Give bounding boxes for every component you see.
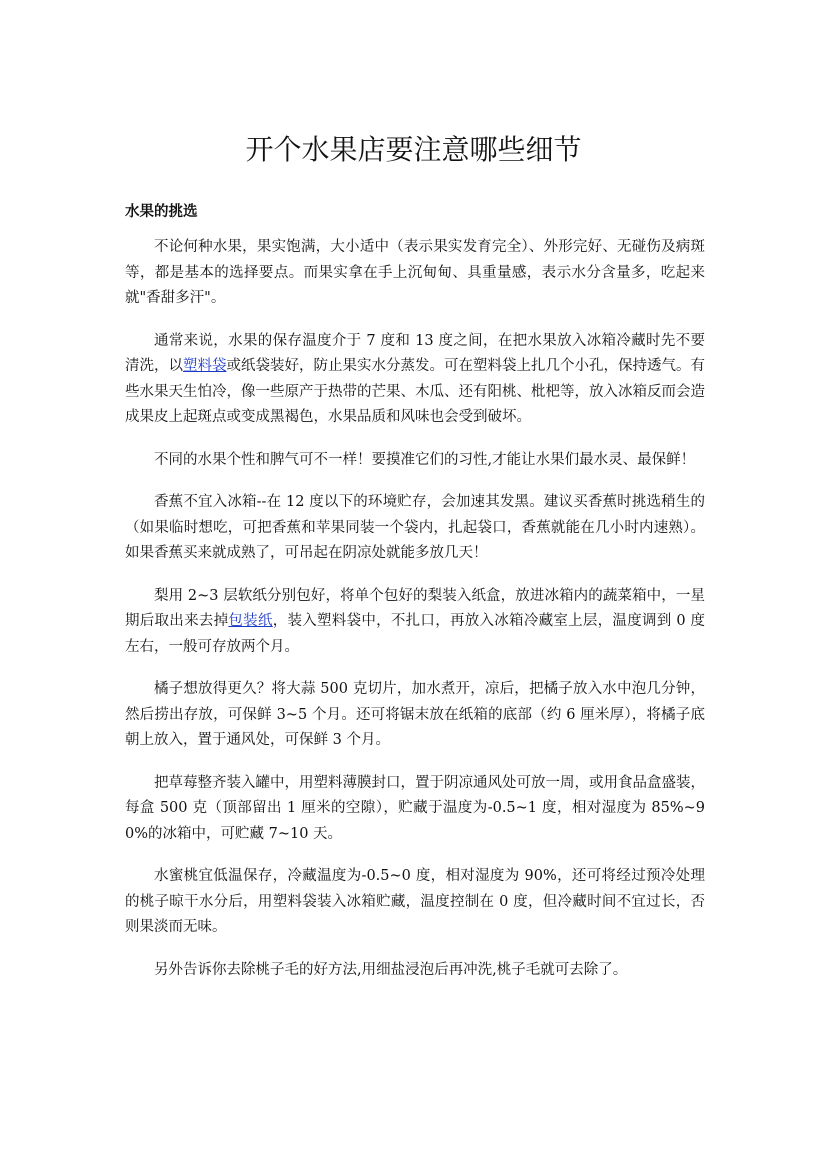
paragraph-text: 香蕉不宜入冰箱--在 12 度以下的环境贮存，会加速其发黑。建议买香蕉时挑选稍生的（如果临时想吃，可把香蕉和苹果同装一个袋内，扎起袋口，香蕉就能在几小时内速熟）。如果香蕉买来就成熟了，可吊起在阴凉处就能多放几天！ — [125, 494, 705, 561]
paragraph-text: 通常来说，水果的保存温度介于 7 度和 13 度之间，在把水果放入冰箱冷藏时先不要清洗，以 — [125, 332, 705, 374]
wrapping-paper-link[interactable]: 包装纸 — [228, 613, 273, 629]
paragraph-4 — [125, 490, 705, 567]
paragraph-5 — [125, 584, 705, 661]
paragraph-text: 橘子想放得更久？将大蒜 500 克切片，加水煮开，凉后，把橘子放入水中泡几分钟，然后捞出存放，可保鲜 3~5 个月。还可将锯末放在纸箱的底部（约 6 厘米厚），将橘子底朝上放入，置于通风处，可保鲜 3 个月。 — [125, 681, 705, 748]
paragraph-text: 把草莓整齐装入罐中，用塑料薄膜封口，置于阴凉通风处可放一周，或用食品盒盛装，每盒 500 克（顶部留出 1 厘米的空隙），贮藏于温度为-0.5~1 度，相对湿度为 85%~90%的冰箱中，可贮藏 7~10 天。 — [125, 774, 705, 842]
section-heading: 水果的挑选 — [125, 203, 198, 220]
plastic-bag-link[interactable]: 塑料袋 — [183, 358, 227, 374]
paragraph-6 — [125, 677, 705, 754]
paragraph-text: 不论何种水果，果实饱满，大小适中（表示果实发育完全）、外形完好、无碰伤及病斑等，都是基本的选择要点。而果实拿在手上沉甸甸、具重量感，表示水分含量多，吃起来就"香甜多汗"。 — [125, 239, 705, 306]
paragraph-text: 或纸袋装好，防止果实水分蒸发。可在塑料袋上扎几个小孔，保持透气。有些水果天生怕冷，像一些原产于热带的芒果、木瓜、还有阳桃、枇杷等，放入冰箱反而会造成果皮上起斑点或变成黑褐色，水果品质和风味也会受到破坏。 — [125, 358, 705, 425]
paragraph-text: ，装入塑料袋中，不扎口，再放入冰箱冷藏室上层，温度调到 0 度左右，一般可存放两个月。 — [125, 613, 706, 655]
paragraph-8 — [125, 864, 705, 941]
article-body — [125, 235, 705, 1000]
paragraph-text: 另外告诉你去除桃子毛的好方法,用细盐浸泡后再冲洗,桃子毛就可去除了。 — [154, 961, 628, 978]
page-title: 开个水果店要注意哪些细节 — [245, 133, 582, 166]
paragraph-text: 不同的水果个性和脾气可不一样！要摸准它们的习性,才能让水果们最水灵、最保鲜！ — [154, 451, 696, 468]
paragraph-2 — [125, 329, 705, 431]
paragraph-text: 水蜜桃宜低温保存，冷藏温度为-0.5~0 度，相对湿度为 90%，还可将经过预冷处理的桃子晾干水分后，用塑料袋装入冰箱贮藏，温度控制在 0 度，但冷藏时间不宜过长，否则果淡而无味。 — [125, 868, 705, 935]
paragraph-7 — [125, 771, 705, 848]
paragraph-text: 梨用 2~3 层软纸分别包好，将单个包好的梨装入纸盒，放进冰箱内的蔬菜箱中，一星期后取出来去掉 — [125, 587, 705, 629]
paragraph-9 — [125, 958, 705, 984]
paragraph-1 — [125, 235, 705, 312]
paragraph-3 — [125, 448, 705, 474]
